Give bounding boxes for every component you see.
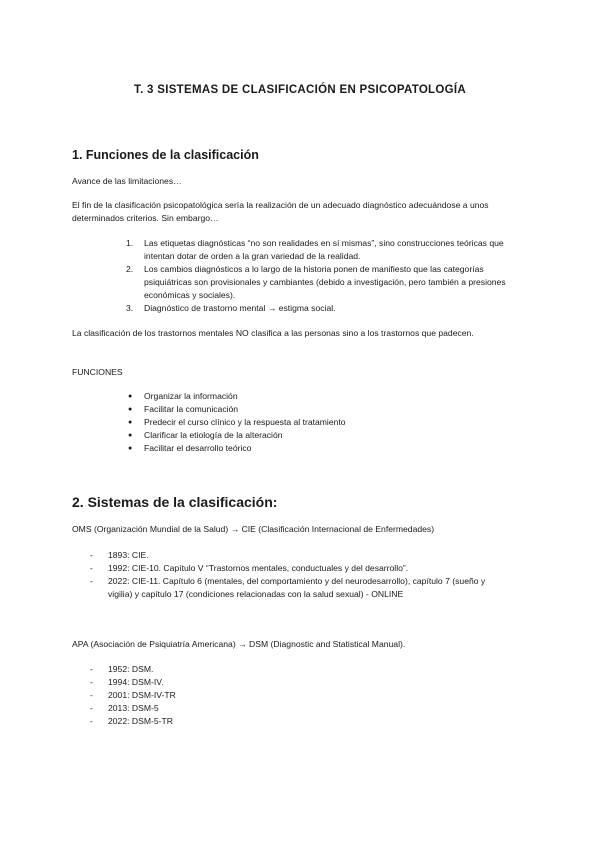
item-text: Predecir el curso clínico y la respuesta al tratamiento xyxy=(144,417,346,427)
apa-list xyxy=(90,663,510,728)
list-item xyxy=(90,575,510,601)
section1-intro: Avance de las limitaciones… xyxy=(72,176,182,186)
bullet-icon: ● xyxy=(128,393,133,400)
list-item xyxy=(126,263,526,302)
item-text: Facilitar el desarrollo teórico xyxy=(144,443,252,453)
dash-marker: - xyxy=(90,664,93,674)
list-item xyxy=(90,549,510,562)
dash-marker: - xyxy=(90,703,93,713)
item-text: Los cambios diagnósticos a lo largo de la historia ponen de manifiesto que las categorías psiquiátricas son provisionales y cambiantes (debido a investigación, pero también a presiones económicas y sociales). xyxy=(144,264,506,300)
oms-list xyxy=(90,549,510,601)
item-text: 2022: CIE-11. Capítulo 6 (mentales, del comportamiento y del neurodesarrollo), capítulo 7 (sueño y vigilia) y capítulo 17 (condiciones relacionadas con la salud sexual) - ONLINE xyxy=(108,576,486,599)
classification-note: La clasificación de los trastornos mentales NO clasifica a las personas sino a los trastornos que padecen. xyxy=(72,328,474,338)
apa-line: APA (Asociación de Psiquiatría Americana) → DSM (Diagnostic and Statistical Manual). xyxy=(72,639,406,649)
item-text: Diagnóstico de trastorno mental → estigma social. xyxy=(144,303,336,313)
dash-marker: - xyxy=(90,716,93,726)
funciones-label: FUNCIONES xyxy=(72,367,123,377)
item-text: 2001: DSM-IV-TR xyxy=(108,690,176,700)
section1-heading: 1. Funciones de la clasificación xyxy=(72,148,259,162)
item-text: Organizar la información xyxy=(144,391,238,401)
list-item xyxy=(126,390,526,403)
dash-marker: - xyxy=(90,563,93,573)
item-text: 2022: DSM-5-TR xyxy=(108,716,173,726)
dash-marker: - xyxy=(90,550,93,560)
dash-marker: - xyxy=(90,690,93,700)
list-item xyxy=(126,237,526,263)
list-item xyxy=(90,562,510,575)
item-text: 1893: CIE. xyxy=(108,550,149,560)
oms-line: OMS (Organización Mundial de la Salud) → CIE (Clasificación Internacional de Enfermedades) xyxy=(72,524,435,534)
item-number: 2. xyxy=(126,264,134,274)
list-item xyxy=(126,442,526,455)
dash-marker: - xyxy=(90,576,93,586)
list-item xyxy=(126,302,526,315)
list-item xyxy=(126,403,526,416)
item-text: 2013: DSM-5 xyxy=(108,703,159,713)
section1-paragraph: El fin de la clasificación psicopatológica sería la realización de un adecuado diagnóstico adecuándose a unos determinados criterios. Sin embargo… xyxy=(72,200,489,223)
section2-heading: 2. Sistemas de la clasificación: xyxy=(72,494,278,510)
item-text: Facilitar la comunicación xyxy=(144,404,239,414)
list-item xyxy=(126,429,526,442)
list-item xyxy=(90,676,510,689)
list-item xyxy=(90,702,510,715)
item-text: 1952: DSM. xyxy=(108,664,154,674)
list-item xyxy=(90,689,510,702)
item-text: Clarificar la etiología de la alteración xyxy=(144,430,283,440)
bullet-icon: ● xyxy=(128,432,133,439)
bullet-icon: ● xyxy=(128,445,133,452)
funciones-list xyxy=(126,390,526,455)
item-text: 1992: CIE-10. Capítulo V “Trastornos mentales, conductuales y del desarrollo”. xyxy=(108,563,409,573)
item-text: Las etiquetas diagnósticas “no son realidades en sí mismas”, sino construcciones teóricas que intentan dotar de orden a la gran variedad de la realidad. xyxy=(144,238,504,261)
list-item xyxy=(90,663,510,676)
limitations-list xyxy=(126,237,526,315)
item-number: 3. xyxy=(126,303,134,313)
bullet-icon: ● xyxy=(128,406,133,413)
dash-marker: - xyxy=(90,677,93,687)
list-item xyxy=(126,416,526,429)
list-item xyxy=(90,715,510,728)
item-number: 1. xyxy=(126,238,134,248)
page-title: T. 3 SISTEMAS DE CLASIFICACIÓN EN PSICOPATOLOGÍA xyxy=(134,84,466,96)
bullet-icon: ● xyxy=(128,419,133,426)
item-text: 1994: DSM-IV. xyxy=(108,677,164,687)
